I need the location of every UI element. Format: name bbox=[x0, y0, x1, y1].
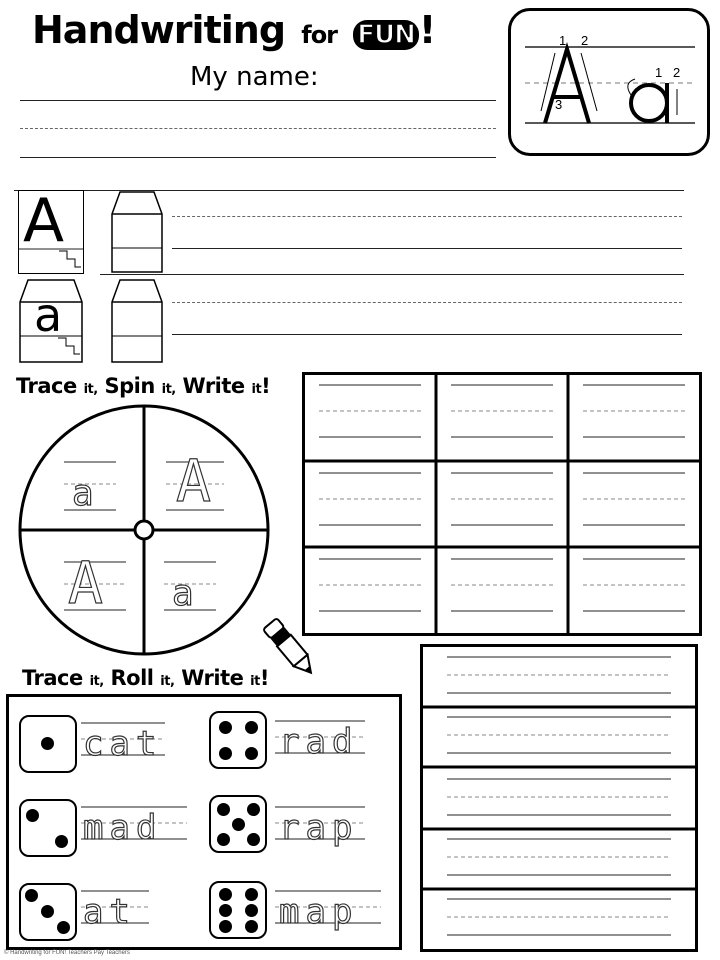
spinner-wheel[interactable] bbox=[16, 404, 272, 660]
title-fun-badge: FUN bbox=[353, 20, 419, 50]
roll-word-trace: rad bbox=[279, 722, 359, 762]
heading-word: Spin bbox=[104, 374, 155, 398]
spinner-quadrant-letter: A bbox=[68, 549, 109, 617]
upper-model-box bbox=[18, 186, 84, 274]
lower-trace-box[interactable] bbox=[104, 278, 170, 364]
roll-section-heading bbox=[22, 666, 269, 690]
spinner-graphic bbox=[16, 404, 272, 660]
stroke-number: 2 bbox=[673, 65, 681, 80]
roll-word-trace: cat bbox=[83, 724, 163, 764]
heading-word: Write bbox=[182, 374, 245, 398]
letter-model-card bbox=[508, 8, 710, 156]
heading-it: it bbox=[250, 674, 260, 689]
upper-row-baseline[interactable] bbox=[172, 248, 682, 249]
heading-it: it, bbox=[83, 382, 98, 397]
write-boxes bbox=[420, 644, 698, 952]
roll-word-trace: mad bbox=[83, 808, 163, 848]
stroke-number: 3 bbox=[555, 97, 563, 112]
write-boxes-lines bbox=[423, 647, 695, 949]
upper-row-midline bbox=[172, 216, 682, 217]
spinner-quadrant-letter: a bbox=[172, 573, 200, 614]
lower-row-baseline[interactable] bbox=[172, 334, 682, 335]
upper-row-bottom bbox=[100, 274, 684, 275]
stair-icon bbox=[19, 186, 83, 273]
heading-it: it, bbox=[89, 674, 104, 689]
spinner-quadrant-letter: A bbox=[176, 447, 217, 515]
heading-word: Trace bbox=[22, 666, 83, 690]
heading-exclamation: ! bbox=[261, 374, 271, 398]
title-for: for bbox=[301, 21, 338, 49]
title-exclamation: ! bbox=[418, 8, 436, 52]
lower-row-midline bbox=[172, 302, 682, 303]
name-line-top bbox=[20, 100, 496, 101]
letter-model-guides bbox=[511, 11, 707, 153]
heading-it: it, bbox=[160, 674, 175, 689]
roll-box bbox=[6, 694, 402, 950]
spinner-quadrant-letter: a bbox=[72, 473, 100, 514]
heading-word: Trace bbox=[16, 374, 77, 398]
lower-model-box bbox=[18, 278, 84, 364]
roll-word-trace: rap bbox=[279, 808, 359, 848]
name-line-bottom[interactable] bbox=[20, 157, 496, 158]
my-name-label: My name: bbox=[190, 62, 319, 92]
write-grid bbox=[302, 372, 702, 636]
roll-word-trace: at bbox=[83, 892, 136, 932]
spin-section-heading bbox=[16, 374, 270, 398]
copyright-footer: © Handwriting for FUN! Teachers Pay Teachers bbox=[4, 950, 130, 956]
house-shape-icon bbox=[104, 190, 170, 274]
worksheet-title bbox=[32, 8, 435, 52]
stroke-number: 1 bbox=[559, 33, 567, 48]
heading-word: Write bbox=[181, 666, 244, 690]
stroke-number: 2 bbox=[581, 33, 589, 48]
upper-model-letter: A bbox=[23, 186, 65, 256]
upper-trace-box[interactable] bbox=[104, 190, 170, 274]
name-line-mid bbox=[20, 128, 496, 129]
heading-it: it, bbox=[161, 382, 176, 397]
roll-word-trace: map bbox=[279, 892, 359, 932]
stroke-number: 1 bbox=[655, 65, 663, 80]
title-main: Handwriting bbox=[32, 8, 286, 52]
house-shape-icon bbox=[104, 278, 170, 364]
heading-exclamation: ! bbox=[259, 666, 269, 690]
heading-word: Roll bbox=[110, 666, 154, 690]
write-grid-lines bbox=[305, 375, 699, 633]
lower-model-letter: a bbox=[34, 288, 63, 342]
heading-it: it bbox=[251, 382, 262, 397]
